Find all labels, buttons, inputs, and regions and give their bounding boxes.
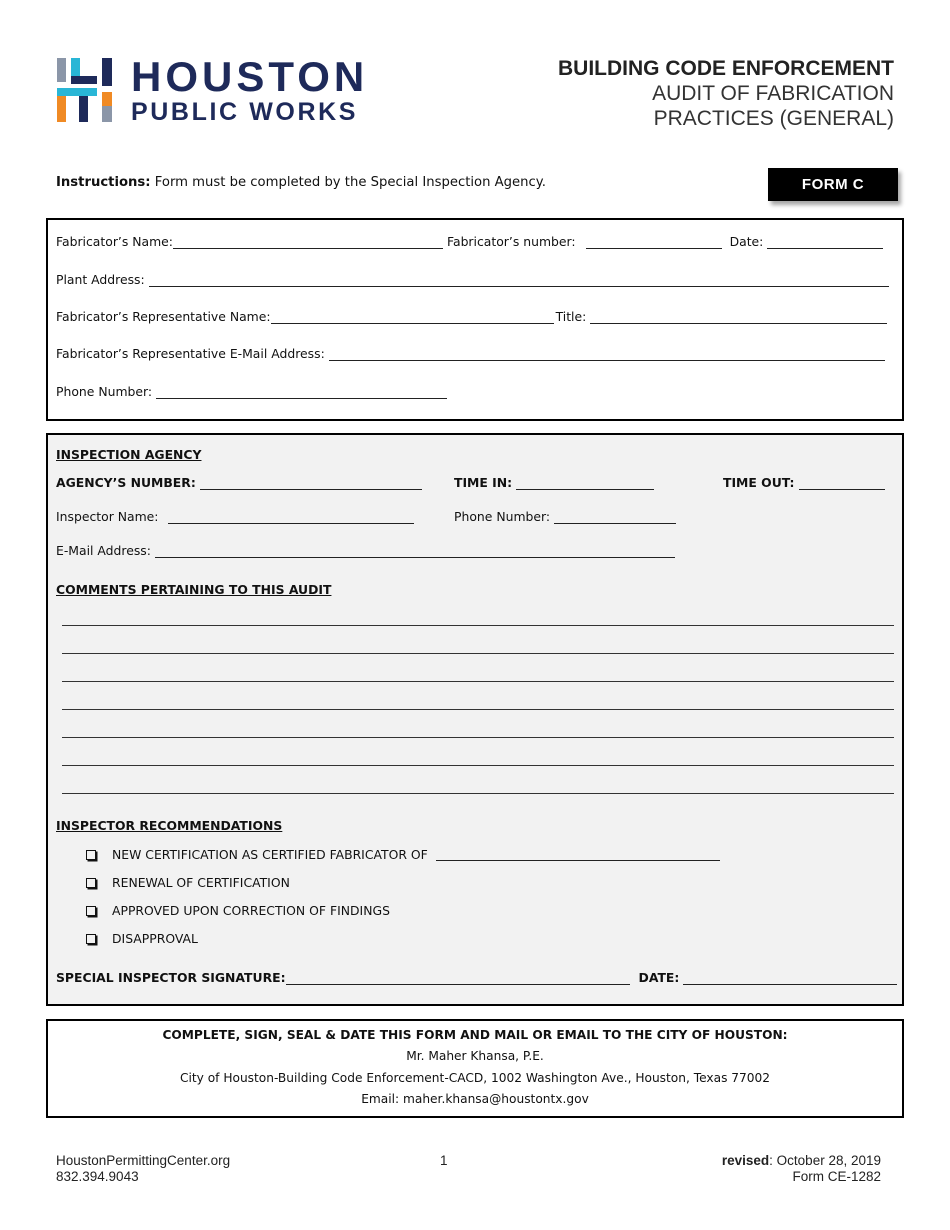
signature-date-label: DATE:	[638, 970, 680, 985]
logo-houston-text: HOUSTON	[131, 53, 369, 100]
agency-number-label: AGENCY’S NUMBER:	[56, 475, 196, 490]
instructions	[56, 175, 546, 190]
form-badge: FORM C	[768, 168, 898, 201]
fabricator-number-label: Fabricator’s number:	[446, 234, 576, 249]
form-number: Form CE-1282	[792, 1169, 881, 1184]
fabricator-phone-label: Phone Number:	[56, 384, 153, 399]
option-renewal[interactable]	[86, 875, 290, 890]
agency-number-field[interactable]	[200, 478, 422, 490]
inspection-agency-section	[46, 433, 904, 1006]
fabricator-name-label: Fabricator’s Name:	[56, 234, 173, 249]
mail-to-section	[46, 1019, 904, 1118]
signature-label: SPECIAL INSPECTOR SIGNATURE:	[56, 970, 286, 985]
mail-to-heading: COMPLETE, SIGN, SEAL & DATE THIS FORM AND MAIL OR EMAIL TO THE CITY OF HOUSTON:	[162, 1028, 788, 1042]
instructions-text: Form must be completed by the Special Inspection Agency.	[150, 175, 546, 190]
comment-line[interactable]	[62, 737, 894, 738]
footer-phone: 832.394.9043	[56, 1169, 139, 1184]
comments-heading: COMMENTS PERTAINING TO THIS AUDIT	[56, 582, 332, 597]
option-label: RENEWAL OF CERTIFICATION	[112, 875, 290, 890]
comment-line[interactable]	[62, 653, 894, 654]
checkbox-icon[interactable]	[86, 850, 96, 860]
rep-name-field[interactable]	[271, 312, 554, 324]
fabricator-date-label: Date:	[729, 234, 764, 249]
inspector-phone-field[interactable]	[554, 512, 676, 524]
checkbox-icon[interactable]	[86, 906, 96, 916]
logo-mark-icon	[57, 58, 119, 122]
inspection-agency-heading: INSPECTION AGENCY	[56, 447, 202, 462]
instructions-label: Instructions:	[56, 175, 151, 190]
document-subtitle-line-1: AUDIT OF FABRICATION	[652, 82, 894, 105]
revised-label: revised	[721, 1153, 770, 1168]
document-title: BUILDING CODE ENFORCEMENT	[558, 57, 894, 80]
rep-name-label: Fabricator’s Representative Name:	[56, 309, 271, 324]
fabricator-name-field[interactable]	[173, 237, 443, 249]
fabricator-phone-field[interactable]	[156, 387, 447, 399]
mail-to-name: Mr. Maher Khansa, P.E.	[406, 1049, 544, 1063]
comment-line[interactable]	[62, 625, 894, 626]
fabricator-info-section	[46, 218, 904, 421]
fabricator-date-field[interactable]	[767, 237, 883, 249]
rep-title-field[interactable]	[590, 312, 887, 324]
time-out-label: TIME OUT:	[723, 475, 795, 490]
time-in-label: TIME IN:	[454, 475, 513, 490]
recommendations-heading: INSPECTOR RECOMMENDATIONS	[56, 818, 283, 833]
logo-public-works-text: PUBLIC WORKS	[131, 98, 359, 126]
footer-revision	[722, 1153, 881, 1185]
option-label: NEW CERTIFICATION AS CERTIFIED FABRICATOR OF	[112, 847, 428, 862]
inspector-name-label: Inspector Name:	[56, 509, 159, 524]
inspector-email-label: E-Mail Address:	[56, 543, 151, 558]
inspector-email-field[interactable]	[155, 546, 675, 558]
fabricator-number-field[interactable]	[586, 237, 722, 249]
footer-contact	[56, 1153, 230, 1185]
inspector-phone-label: Phone Number:	[454, 509, 551, 524]
revised-date: : October 28, 2019	[769, 1153, 881, 1168]
signature-field[interactable]	[286, 973, 630, 985]
comment-line[interactable]	[62, 793, 894, 794]
rep-email-field[interactable]	[329, 349, 885, 361]
certified-fabricator-of-field[interactable]	[436, 849, 720, 861]
comment-line[interactable]	[62, 709, 894, 710]
option-label: APPROVED UPON CORRECTION OF FINDINGS	[112, 903, 390, 918]
signature-date-field[interactable]	[683, 973, 897, 985]
inspector-name-field[interactable]	[168, 512, 414, 524]
houston-public-works-logo	[57, 53, 377, 126]
option-new-certification[interactable]	[86, 847, 720, 862]
option-label: DISAPPROVAL	[112, 931, 198, 946]
mail-to-address: City of Houston-Building Code Enforcement-CACD, 1002 Washington Ave., Houston, Texas 77002	[179, 1070, 771, 1085]
mail-to-email[interactable]: Email: maher.khansa@houstontx.gov	[361, 1092, 589, 1106]
rep-title-label: Title:	[555, 309, 587, 324]
checkbox-icon[interactable]	[86, 934, 96, 944]
document-subtitle-line-2: PRACTICES (GENERAL)	[653, 107, 894, 130]
page-number: 1	[440, 1153, 448, 1168]
rep-email-label: Fabricator’s Representative E-Mail Address:	[56, 346, 325, 361]
footer-website[interactable]: HoustonPermittingCenter.org	[56, 1153, 231, 1168]
document-header	[558, 56, 894, 131]
option-approved-upon-correction[interactable]	[86, 903, 390, 918]
plant-address-field[interactable]	[149, 275, 889, 287]
time-in-field[interactable]	[516, 478, 654, 490]
plant-address-label: Plant Address:	[56, 272, 145, 287]
time-out-field[interactable]	[799, 478, 885, 490]
option-disapproval[interactable]	[86, 931, 198, 946]
comment-line[interactable]	[62, 681, 894, 682]
checkbox-icon[interactable]	[86, 878, 96, 888]
comment-line[interactable]	[62, 765, 894, 766]
